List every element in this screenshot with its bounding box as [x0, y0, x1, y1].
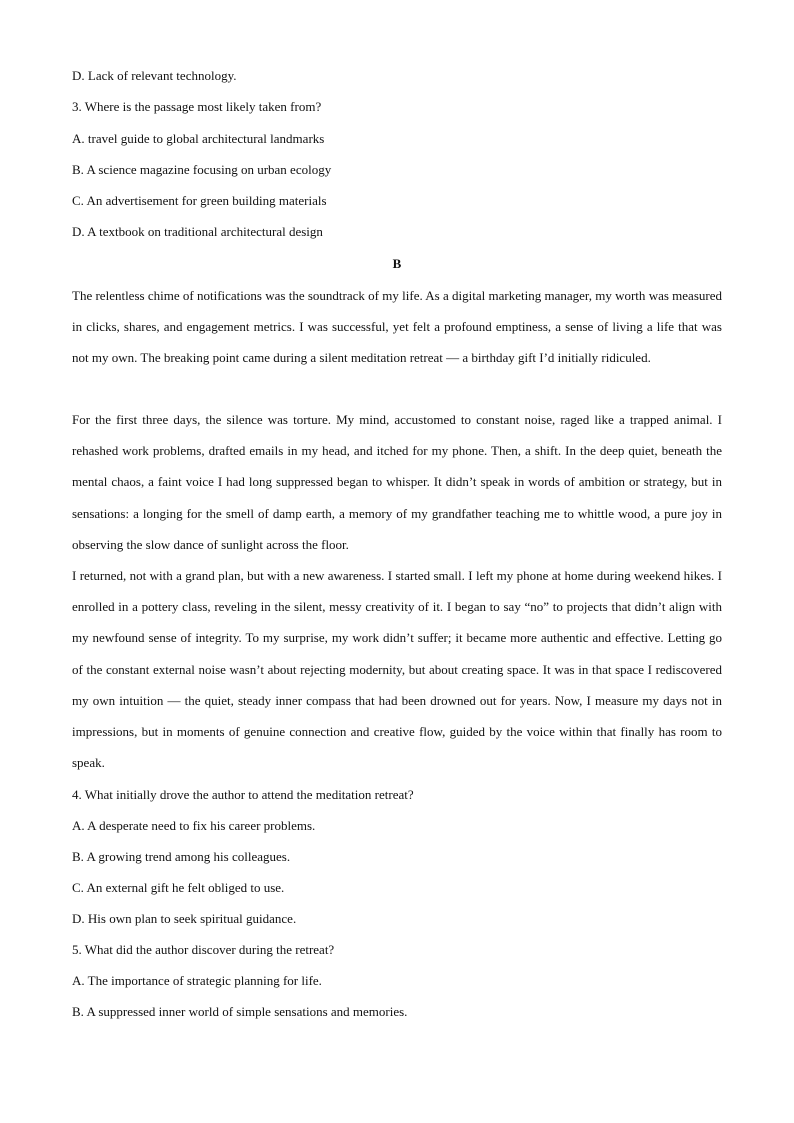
option-d-q2: D. Lack of relevant technology. [72, 68, 237, 83]
option-a-q3: A. travel guide to global architectural landmarks [72, 131, 325, 146]
section-heading: B [392, 256, 402, 271]
question-4: 4. What initially drove the author to attend the meditation retreat? [72, 787, 414, 802]
option-b-q4: B. A growing trend among his colleagues. [72, 849, 291, 864]
option-b-q3: B. A science magazine focusing on urban ecology [72, 162, 332, 177]
passage-paragraph-1: The relentless chime of notifications was the soundtrack of my life. As a digital marketing manager, my worth was measured in clicks, shares, and engagement metrics. I was successful, yet felt a profound emptiness, a sense of living a life that was not my own. The breaking point came during a silent meditation retreat — a birthday gift I’d initially ridiculed. [72, 288, 722, 366]
passage-paragraph-3: I returned, not with a grand plan, but with a new awareness. I started small. I left my phone at home during weekend hikes. I enrolled in a pottery class, reveling in the silent, messy creativity of it. I began to say “no” to projects that didn’t align with my newfound sense of integrity. To my surprise, my work didn’t suffer; it became more authentic and effective. Letting go of the constant external noise wasn’t about rejecting modernity, but about creating space. It was in that space I rediscovered my own intuition — the quiet, steady inner compass that had been drowned out for years. Now, I measure my days not in impressions, but in moments of genuine connection and creative flow, guided by the voice within that finally has room to speak. [72, 568, 722, 771]
option-d-q3: D. A textbook on traditional architectural design [72, 224, 323, 239]
passage-paragraph-2: For the first three days, the silence was torture. My mind, accustomed to constant noise, raged like a trapped animal. I rehashed work problems, drafted emails in my head, and itched for my phone. Then, a shift. In the deep quiet, beneath the mental chaos, a faint voice I had long suppressed began to whisper. It didn’t speak in words of ambition or strategy, but in sensations: a longing for the smell of damp earth, a memory of my grandfather teaching me to whittle wood, a pure joy in observing the slow dance of sunlight across the floor. [72, 412, 722, 552]
question-5: 5. What did the author discover during the retreat? [72, 942, 335, 957]
option-d-q4: D. His own plan to seek spiritual guidance. [72, 911, 297, 926]
option-a-q5: A. The importance of strategic planning for life. [72, 973, 322, 988]
question-3: 3. Where is the passage most likely taken from? [72, 99, 322, 114]
option-c-q3: C. An advertisement for green building materials [72, 193, 327, 208]
option-c-q4: C. An external gift he felt obliged to use. [72, 880, 285, 895]
option-a-q4: A. A desperate need to fix his career problems. [72, 818, 316, 833]
option-b-q5: B. A suppressed inner world of simple sensations and memories. [72, 1004, 408, 1019]
